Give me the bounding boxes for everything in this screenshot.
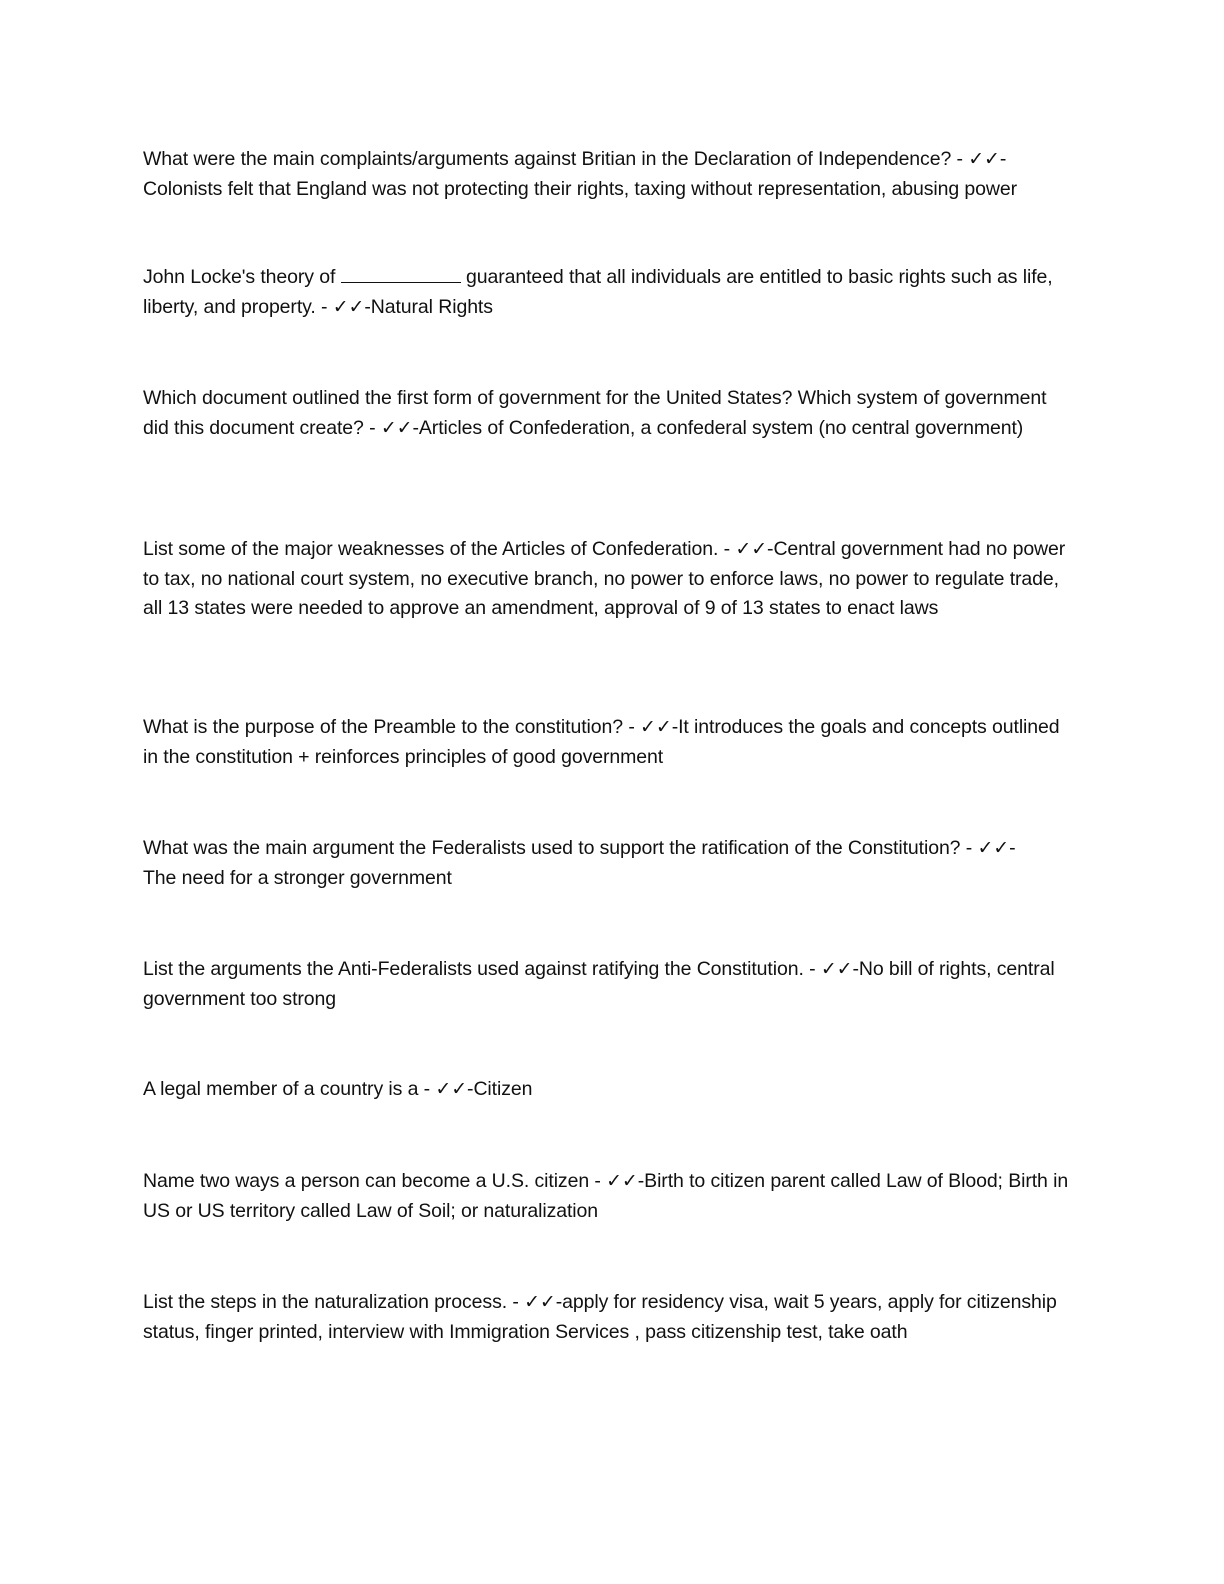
separator: -	[589, 1170, 607, 1192]
double-check-icon: ✓✓	[820, 958, 853, 980]
qa-item-become-citizen	[143, 1167, 1073, 1226]
separator: -	[718, 538, 736, 560]
qa-item-anti-federalists	[143, 955, 1073, 1014]
separator: -	[507, 1291, 525, 1313]
answer-text: Citizen	[473, 1078, 533, 1100]
answer-text: No bill of rights, central government too strong	[143, 958, 1055, 1010]
answer-dash: -	[364, 295, 371, 318]
separator: -	[315, 295, 333, 318]
qa-item-federalists	[143, 834, 1073, 893]
separator: -	[418, 1078, 436, 1100]
question-text: Name two ways a person can become a U.S. citizen	[143, 1170, 590, 1192]
question-text: List some of the major weaknesses of the Articles of Confederation.	[143, 538, 719, 560]
qa-item-naturalization	[143, 1288, 1073, 1347]
double-check-icon: ✓✓	[968, 148, 1000, 170]
qa-item-first-government	[143, 384, 1073, 443]
answer-dash: -	[852, 958, 859, 980]
answer-text: Articles of Confederation, a confederal system (no central government)	[418, 416, 1024, 439]
answer-dash: -	[412, 416, 419, 439]
double-check-icon: ✓✓	[977, 837, 1010, 859]
separator: -	[951, 148, 969, 170]
double-check-icon: ✓✓	[435, 1078, 468, 1100]
answer-dash: -	[999, 148, 1007, 170]
answer-text: It introduces the goals and concepts outlined in the constitution + reinforces principles of good government	[143, 716, 1060, 768]
answer-text: Natural Rights	[370, 295, 493, 318]
answer-text: The need for a stronger government	[143, 866, 452, 889]
double-check-icon: ✓✓	[380, 416, 413, 439]
answer-dash: -	[467, 1078, 474, 1100]
question-text: Which document outlined the first form of government for the United States? Which system of government did this document create?	[143, 387, 1047, 439]
qa-item-weaknesses	[143, 535, 1073, 624]
answer-dash: -	[1009, 837, 1016, 859]
double-check-icon: ✓✓	[332, 295, 365, 318]
question-text-start: John Locke's theory of	[143, 266, 336, 288]
qa-item-locke	[143, 263, 1073, 322]
fill-in-blank	[341, 264, 461, 283]
answer-dash: -	[555, 1291, 563, 1313]
question-text: A legal member of a country is a	[143, 1078, 419, 1100]
separator: -	[803, 958, 821, 980]
qa-item-declaration	[143, 145, 1073, 204]
question-text: List the steps in the naturalization process.	[143, 1291, 508, 1313]
double-check-icon: ✓✓	[524, 1291, 556, 1313]
separator: -	[363, 416, 381, 439]
answer-text: Central government had no power to tax, no national court system, no executive branch, no power to enforce laws, no power to regulate trade, all 13 states were needed to approve an amendment, approval of 9 of 13 states to enact laws	[143, 538, 1066, 619]
separator: -	[623, 716, 641, 738]
double-check-icon: ✓✓	[606, 1170, 638, 1192]
question-text: What were the main complaints/arguments against Britian in the Declaration of Independence?	[143, 148, 952, 170]
qa-item-preamble	[143, 713, 1073, 772]
answer-text: apply for residency visa, wait 5 years, apply for citizenship status, finger printed, interview with Immigration Services , pass citizenship test, take oath	[143, 1291, 1057, 1343]
answer-text: Birth to citizen parent called Law of Blood; Birth in US or US territory called Law of Soil; or naturalization	[143, 1170, 1069, 1222]
answer-dash: -	[637, 1170, 645, 1192]
answer-dash: -	[671, 716, 679, 738]
answer-text: Colonists felt that England was not protecting their rights, taxing without representation, abusing power	[143, 177, 1018, 200]
answer-dash: -	[767, 538, 774, 560]
question-text: What is the purpose of the Preamble to the constitution?	[143, 716, 624, 738]
separator: -	[960, 837, 978, 859]
question-text: List the arguments the Anti-Federalists used against ratifying the Constitution.	[143, 958, 804, 980]
double-check-icon: ✓✓	[735, 538, 768, 560]
question-text-end: guaranteed that all individuals are entitled to basic rights such as life, liberty, and property.	[143, 266, 1053, 318]
question-text: What was the main argument the Federalists used to support the ratification of the Constitution?	[143, 837, 961, 859]
double-check-icon: ✓✓	[640, 716, 672, 738]
qa-item-citizen	[143, 1075, 1073, 1105]
